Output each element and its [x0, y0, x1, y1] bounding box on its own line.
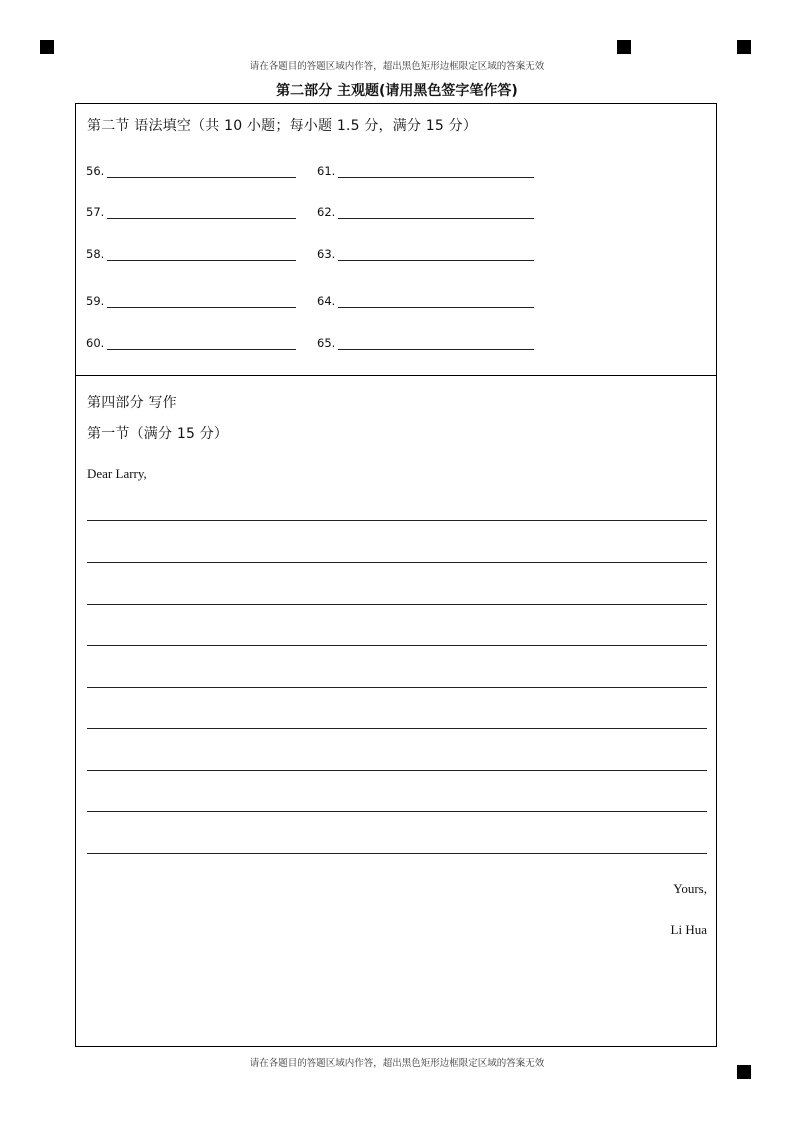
answer-item-60	[86, 336, 296, 350]
writing-line[interactable]	[87, 811, 707, 812]
writing-line[interactable]	[87, 604, 707, 605]
registration-marker-top-right	[737, 40, 751, 54]
header-notice: 请在各题目的答题区域内作答，超出黑色矩形边框限定区域的答案无效	[249, 61, 545, 72]
answer-number: 62.	[317, 205, 336, 219]
writing-line[interactable]	[87, 645, 707, 646]
answer-blank-63[interactable]	[338, 248, 534, 261]
writing-section-title: 第一节（满分 15 分）	[87, 426, 229, 442]
answer-item-59	[86, 294, 296, 308]
answer-blank-59[interactable]	[107, 295, 296, 308]
answer-number: 61.	[317, 164, 336, 178]
grammar-answer-box	[75, 103, 717, 376]
answer-number: 64.	[317, 294, 336, 308]
answer-number: 65.	[317, 336, 336, 350]
answer-blank-61[interactable]	[338, 165, 534, 178]
answer-item-57	[86, 205, 296, 219]
answer-number: 56.	[86, 164, 105, 178]
answer-blank-62[interactable]	[338, 206, 534, 219]
registration-marker-top-left	[40, 40, 54, 54]
letter-closing: Yours,	[673, 881, 707, 896]
letter-signature: Li Hua	[670, 922, 707, 937]
answer-blank-65[interactable]	[338, 337, 534, 350]
writing-line[interactable]	[87, 520, 707, 521]
writing-line[interactable]	[87, 687, 707, 688]
writing-line[interactable]	[87, 562, 707, 563]
writing-answer-box	[75, 375, 717, 1047]
writing-line[interactable]	[87, 770, 707, 771]
answer-item-63	[317, 247, 534, 261]
answer-item-64	[317, 294, 534, 308]
answer-blank-56[interactable]	[107, 165, 296, 178]
answer-blank-58[interactable]	[107, 248, 296, 261]
answer-item-61	[317, 164, 534, 178]
answer-blank-60[interactable]	[107, 337, 296, 350]
grammar-section-title: 第二节 语法填空（共 10 小题；每小题 1.5 分，满分 15 分）	[87, 118, 478, 134]
answer-number: 59.	[86, 294, 105, 308]
answer-number: 60.	[86, 336, 105, 350]
writing-line[interactable]	[87, 853, 707, 854]
registration-marker-top-middle	[617, 40, 631, 54]
answer-item-65	[317, 336, 534, 350]
writing-line[interactable]	[87, 728, 707, 729]
answer-number: 63.	[317, 247, 336, 261]
answer-number: 57.	[86, 205, 105, 219]
part-two-title: 第二部分 主观题(请用黑色签字笔作答)	[276, 83, 518, 99]
answer-blank-64[interactable]	[338, 295, 534, 308]
answer-blank-57[interactable]	[107, 206, 296, 219]
writing-part-title: 第四部分 写作	[87, 395, 177, 411]
answer-number: 58.	[86, 247, 105, 261]
answer-item-62	[317, 205, 534, 219]
letter-greeting: Dear Larry,	[87, 466, 147, 481]
answer-item-58	[86, 247, 296, 261]
footer-notice: 请在各题目的答题区域内作答，超出黑色矩形边框限定区域的答案无效	[249, 1058, 545, 1069]
answer-item-56	[86, 164, 296, 178]
